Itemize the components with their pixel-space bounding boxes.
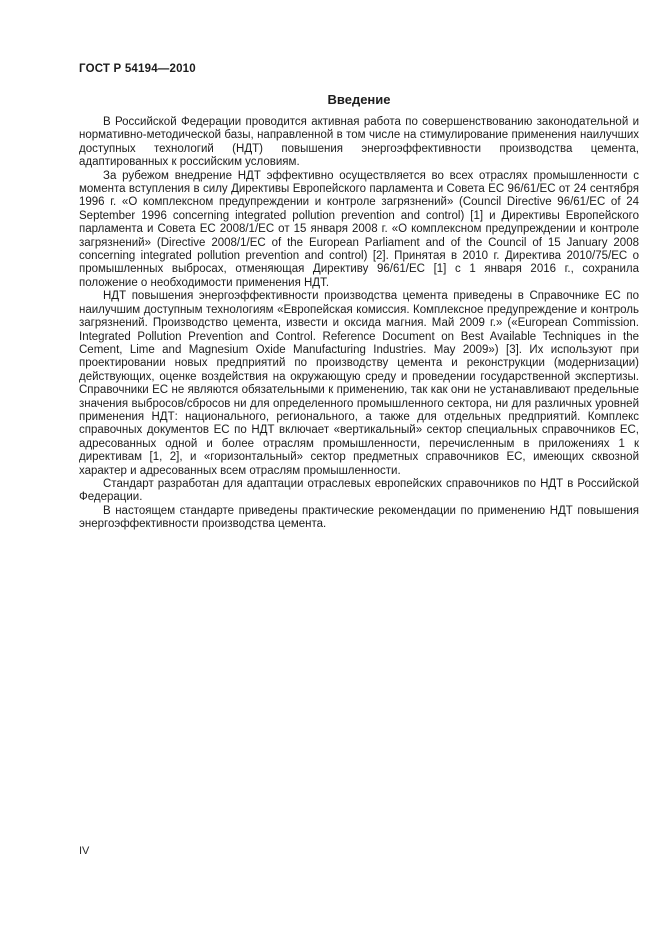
paragraph: За рубежом внедрение НДТ эффективно осуществляется во всех отраслях промышленности с момента вступления в силу Директивы Европейского парламента и Совета ЕС 96/61/ЕС от 24 сентября 1996 г. «О комплексном предупреждении и контроле загрязнений» (Council Directive 96/61/EC of 24 September 1996 concerning integrated pollution prevention and control) [1] и Директивы Европейского парламента и Совета ЕС 2008/1/ЕС от 15 января 2008 г. «О комплексном предупреждении и контроле загрязнений» (Directive 2008/1/EC of the European Parliament and of the Council of 15 January 2008 concerning integrated pollution prevention and control) [2]. Принятая в 2010 г. Директива 2010/75/ЕС о промышленных выбросах, отменяющая Директиву 96/61/ЕС [1] с 1 января 2016 г., сохранила положение о необходимости применения НДТ. [79, 169, 639, 289]
paragraph: НДТ повышения энергоэффективности производства цемента приведены в Справочнике ЕС по наилучшим доступным технологиям «Европейская комиссия. Комплексное предупреждение и контроль загрязнений. Производство цемента, извести и оксида магния. Май 2009 г.» («European Commission. Integrated Pollution Prevention and Control. Reference Document on Best Available Techniques in the Cement, Lime and Magnesium Oxide Manufacturing Industries. May 2009») [3]. Их используют при проектировании новых предприятий по производству цемента и реконструкции (модернизации) действующих, оценке воздействия на окружающую среду и проведении государственной экспертизы. Справочники ЕС не являются обязательными к применению, так как они не устанавливают предельные значения выбросов/сбросов ни для определенного промышленного сектора, ни для различных уровней применения НДТ: национального, регионального, а также для отдельных предприятий. Комплекс справочных документов ЕС по НДТ включает «вертикальный» сектор специальных справочников ЕС, адресованных одной и более отраслям промышленности, перечисленным в приложениях 1 к директивам [1, 2], и «горизонтальный» сектор предметных справочников ЕС, имеющих сквозной характер и адресованных всем отраслям промышленности. [79, 290, 639, 477]
paragraph: В Российской Федерации проводится активная работа по совершенствованию законодательной и нормативно-методической базы, направленной в том числе на стимулирование применения наилучших доступных технологий (НДТ) повышения энергоэффективности производства цемента, адаптированных к российским условиям. [79, 116, 639, 169]
paragraph: В настоящем стандарте приведены практические рекомендации по применению НДТ повышения энергоэффективности производства цемента. [79, 504, 639, 531]
section-title: Введение [327, 92, 391, 107]
page-number: IV [79, 845, 90, 857]
document-code: ГОСТ Р 54194—2010 [79, 63, 196, 75]
paragraph: Стандарт разработан для адаптации отраслевых европейских справочников по НДТ в Российской Федерации. [79, 477, 639, 504]
document-body [79, 116, 639, 532]
